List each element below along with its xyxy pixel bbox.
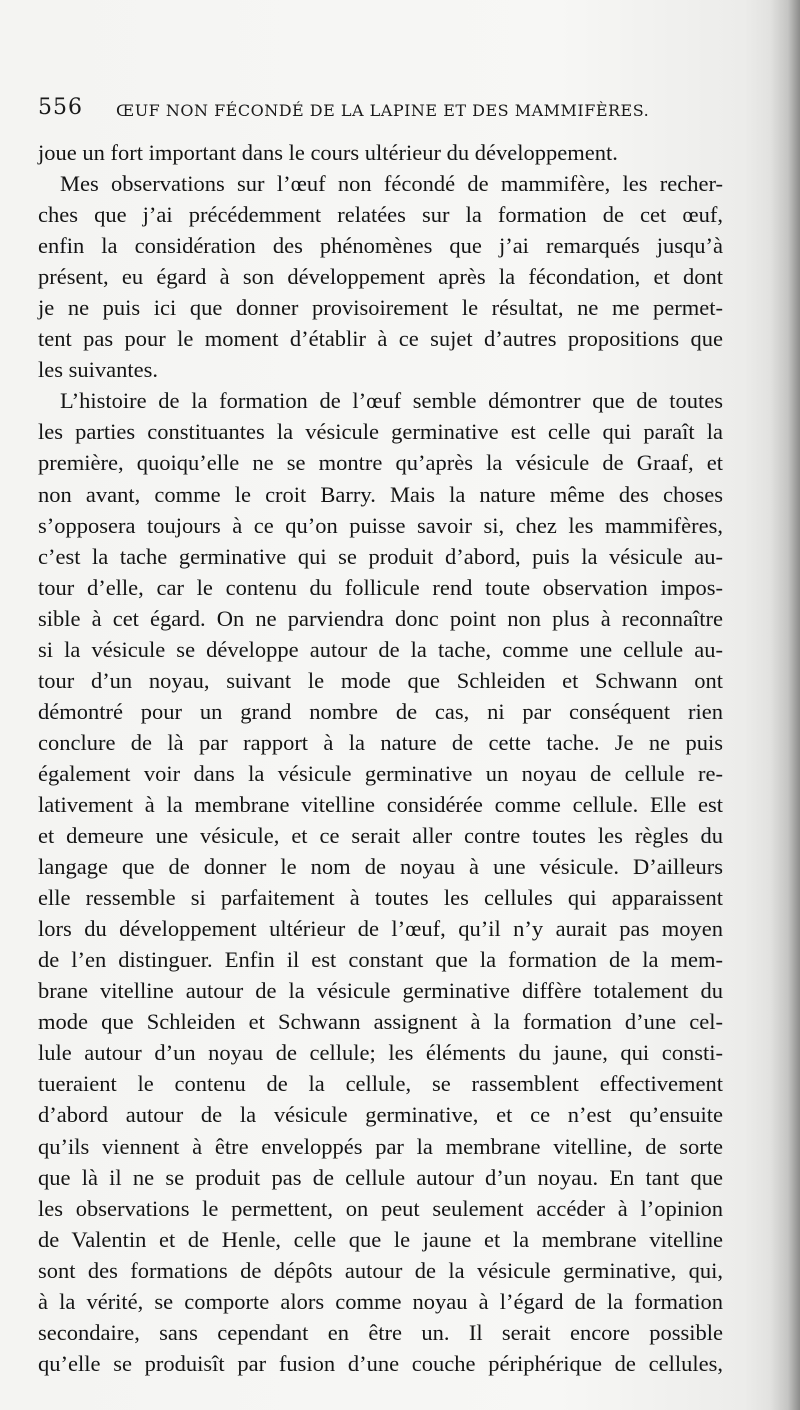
text-line: d’abord autour de la vésicule germinative, et ce n’est qu’ensuite (38, 1102, 723, 1128)
running-title: ŒUF NON FÉCONDÉ DE LA LAPINE ET DES MAMMIFÈRES. (116, 101, 650, 120)
page-gutter-shadow (770, 0, 800, 1410)
text-line: lors du développement ultérieur de l’œuf, qu’il n’y aurait pas moyen (38, 916, 723, 942)
text-line: qu’ils viennent à être enveloppés par la membrane vitelline, de sorte (38, 1133, 723, 1159)
text-line: tent pas pour le moment d’établir à ce sujet d’autres propositions que (38, 326, 723, 352)
text-line: de l’en distinguer. Enfin il est constant que la formation de la mem- (38, 947, 723, 973)
text-line: L’histoire de la formation de l’œuf semble démontrer que de toutes (60, 388, 723, 414)
text-line: mode que Schleiden et Schwann assignent à la formation d’une cel- (38, 1009, 723, 1035)
text-line: langage que de donner le nom de noyau à une vésicule. D’ailleurs (38, 854, 723, 880)
text-line: brane vitelline autour de la vésicule germinative diffère totalement du (38, 978, 723, 1004)
text-line: s’opposera toujours à ce qu’on puisse savoir si, chez les mammifères, (38, 512, 723, 538)
text-line: que là il ne se produit pas de cellule autour d’un noyau. En tant que (38, 1164, 723, 1190)
text-line: sont des formations de dépôts autour de la vésicule germinative, qui, (38, 1257, 723, 1283)
text-line: c’est la tache germinative qui se produit d’abord, puis la vésicule au- (38, 543, 723, 569)
text-line: démontré pour un grand nombre de cas, ni par conséquent rien (38, 698, 723, 724)
text-line: tour d’elle, car le contenu du follicule rend toute observation impos- (38, 574, 723, 600)
text-line: lativement à la membrane vitelline considérée comme cellule. Elle est (38, 791, 723, 817)
text-line: tueraient le contenu de la cellule, se rassemblent effectivement (38, 1071, 723, 1097)
text-line: ches que j’ai précédemment relatées sur la formation de cet œuf, (38, 202, 723, 228)
text-line: secondaire, sans cependant en être un. Il serait encore possible (38, 1319, 723, 1345)
text-line: lule autour d’un noyau de cellule; les éléments du jaune, qui consti- (38, 1040, 723, 1066)
text-line: qu’elle se produisît par fusion d’une couche périphérique de cellules, (38, 1350, 723, 1376)
text-line: elle ressemble si parfaitement à toutes les cellules qui apparaissent (38, 885, 723, 911)
text-line: les parties constituantes la vésicule germinative est celle qui paraît la (38, 419, 723, 445)
text-line: non avant, comme le croit Barry. Mais la nature même des choses (38, 481, 723, 507)
text-line: enfin la considération des phénomènes que j’ai remarqués jusqu’à (38, 233, 723, 259)
text-line: de Valentin et de Henle, celle que le jaune et la membrane vitelline (38, 1226, 723, 1252)
page-header (38, 95, 678, 131)
text-line: présent, eu égard à son développement après la fécondation, et dont (38, 264, 723, 290)
text-line: les suivantes. (38, 357, 158, 383)
page-number: 556 (38, 95, 83, 120)
text-line: joue un fort important dans le cours ultérieur du développement. (38, 140, 618, 165)
text-line: à la vérité, se comporte alors comme noyau à l’égard de la formation (38, 1288, 723, 1314)
text-line: et demeure une vésicule, et ce serait aller contre toutes les règles du (38, 823, 723, 849)
text-line: première, quoiqu’elle ne se montre qu’après la vésicule de Graaf, et (38, 450, 723, 476)
text-line: Mes observations sur l’œuf non fécondé de mammifère, les recher- (60, 171, 723, 197)
text-line: sible à cet égard. On ne parviendra donc point non plus à reconnaître (38, 605, 723, 631)
text-line: les observations le permettent, on peut seulement accéder à l’opinion (38, 1195, 723, 1221)
text-line: également voir dans la vésicule germinative un noyau de cellule re- (38, 760, 723, 786)
body-text (38, 137, 723, 1379)
text-line: si la vésicule se développe autour de la tache, comme une cellule au- (38, 636, 723, 662)
text-line: conclure de là par rapport à la nature de cette tache. Je ne puis (38, 729, 723, 755)
text-line: tour d’un noyau, suivant le mode que Schleiden et Schwann ont (38, 667, 723, 693)
text-line: je ne puis ici que donner provisoirement le résultat, ne me permet- (38, 295, 723, 321)
